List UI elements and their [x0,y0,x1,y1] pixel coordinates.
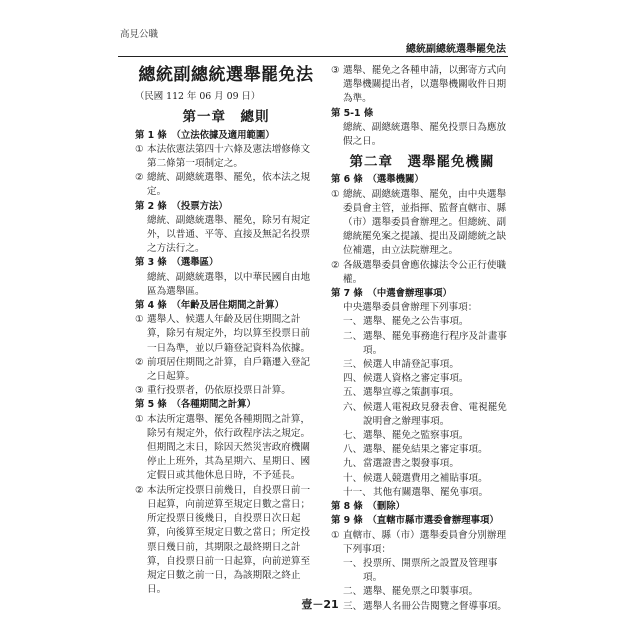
article-5-1-body: 總統、副總統選舉、罷免投票日為應放假之日。 [343,121,507,148]
article-3-body: 總統、副總統選舉，以中華民國自由地區為選舉區。 [147,271,311,297]
paragraph-marker: ① [135,143,144,155]
list-item-text: 投票所、開票所之設置及管理事項。 [363,557,498,584]
list-item-text: 候選人競選費用之補貼事項。 [363,472,488,484]
article-4-heading: 第 4 條 （年齡及居住期間之計算） [135,300,284,312]
paragraph-marker: ① [331,529,340,541]
list-item [343,315,513,329]
list-item [343,386,513,400]
list-item-text: 候選人申請登記事項。 [363,359,459,371]
list-item-text: 其他有關選舉、罷免事項。 [373,486,489,498]
header-publisher: 高見公職 [120,29,159,40]
law-title: 總統副總統選舉罷免法 [138,65,314,85]
header-rule [118,56,508,57]
list-item-text: 選舉人名冊公告閱覽之督導事項。 [363,600,507,612]
paragraph-text: 選舉人、候選人年齡及居住期間之計算，除另有規定外，均以算至投票日前一日為準，並以戶籍登記資料為依據。 [147,314,311,354]
list-item [343,472,513,486]
list-item-text: 候選人資格之審定事項。 [363,373,469,385]
list-item [343,557,513,585]
list-item-text: 選舉、罷免之監察事項。 [363,430,469,442]
article-4-paragraph-3 [135,384,317,398]
list-item [343,457,513,471]
paragraph-marker: ① [331,188,340,200]
paragraph-text: 總統、副總統選舉、罷免，依本法之規定。 [147,172,311,198]
article-4-paragraph-1 [135,313,317,356]
page-number: 壹－21 [301,598,339,611]
paragraph-marker: ② [135,356,144,368]
list-item-number: 三、 [343,359,363,371]
article-7-intro: 中央選舉委員會辦理下列事項： [343,302,478,314]
chapter-2-heading: 第二章 選舉罷免機關 [349,154,495,171]
list-item-number: 二、 [343,330,363,342]
list-item [343,429,513,443]
article-5-paragraph-1 [135,413,317,484]
paragraph-text: 本法所定投票日前幾日，自投票日前一日起算，向前逆算至規定日數之當日；所定投票日後幾日，自投票日次日起算，向後算至規定日數之當日；所定投票日幾日前，其期限之最終期日之計算，自投票日前一日起算，向前逆算至規定日數之前一日，為該期限之終止日。 [147,484,311,596]
article-3-heading: 第 3 條 （選舉區） [135,257,219,269]
right-column [331,64,513,614]
list-item-number: 十一、 [343,486,372,498]
article-5-heading: 第 5 條 （各種期間之計算） [135,399,256,411]
paragraph-marker: ① [135,314,144,326]
list-item-text: 選舉宣導之策劃事項。 [363,387,459,399]
list-item [343,443,513,457]
paragraph-marker: ② [135,172,144,184]
list-item-number: 一、 [343,557,363,569]
paragraph-text: 本法所定選舉、罷免各種期間之計算，除另有規定外，依行政程序法之規定。但期間之末日，除因天然災害政府機關停止上班外，其為星期六、星期日、國定假日或其他休息日時，不予延長。 [147,413,311,482]
paragraph-text: 前項居住期間之計算，自戶籍遷入登記之日起算。 [147,356,311,383]
article-7-list [331,315,513,500]
paragraph-text: 總統、副總統選舉、罷免，由中央選舉委員會主管，並指揮、監督直轄市、縣（市）選舉委員會辦理之。但總統、副總統罷免案之提議、提出及副總統之缺位補選，由立法院辦理之。 [343,188,507,257]
paragraph-text: 各級選舉委員會應依據法令公正行使職權。 [343,259,507,285]
header-running-title: 總統副總統選舉罷免法 [406,44,506,55]
left-column [135,64,317,597]
list-item-number: 六、 [343,401,363,413]
list-item-number: 五、 [343,387,363,399]
article-6-heading: 第 6 條 （選舉機關） [331,174,424,186]
paragraph-marker: ① [135,413,144,425]
list-item-text: 選舉、罷免之公告事項。 [363,316,469,328]
paragraph-marker: ③ [135,385,144,397]
chapter-1-heading: 第一章 總則 [182,109,270,126]
list-item-number: 三、 [343,600,363,612]
list-item-number: 一、 [343,316,363,328]
article-7-heading: 第 7 條 （中選會辦理事項） [331,288,452,300]
list-item-text: 選舉、罷免結果之審定事項。 [363,444,488,456]
paragraph-marker: ② [331,259,340,271]
list-item [343,401,513,429]
list-item-number: 七、 [343,430,363,442]
list-item [343,358,513,372]
list-item [343,486,513,500]
article-1-heading: 第 1 條 （立法依據及適用範圍） [135,129,275,141]
list-item-text: 當選證書之製發事項。 [363,458,459,470]
article-6-paragraph-2 [331,259,513,287]
paragraph-text: 選舉、罷免之各種申請，以郵寄方式向選舉機關提出者，以選舉機關收件日期為準。 [343,65,507,105]
paragraph-text: 直轄市、縣（市）選舉委員會分別辦理下列事項： [343,529,507,555]
article-8-heading: 第 8 條 （刪除） [331,501,405,513]
article-6-paragraph-1 [331,188,513,259]
list-item [343,372,513,386]
article-5-paragraph-2 [135,484,317,598]
list-item-text: 選舉、罷免事務進行程序及計畫事項。 [363,330,507,356]
paragraph-marker: ② [135,484,144,496]
list-item [343,330,513,358]
article-9-paragraph-1 [331,529,513,557]
article-5-paragraph-3 [331,64,513,107]
list-item-number: 十、 [343,472,363,484]
paragraph-text: 本法依憲法第四十六條及憲法增修條文第二條第一項制定之。 [147,143,311,170]
list-item-text: 選舉、罷免票之印製事項。 [363,586,479,598]
list-item-number: 九、 [343,458,363,470]
list-item-text: 候選人電視政見發表會、電視罷免說明會之辦理事項。 [363,401,507,427]
article-5-1-heading: 第 5-1 條 [331,107,374,119]
list-item-number: 八、 [343,444,363,456]
article-1-paragraph-2 [135,171,317,199]
paragraph-marker: ③ [331,65,340,76]
list-item-number: 二、 [343,586,363,598]
law-date: （民國 112 年 06 月 09 日） [135,91,261,103]
article-9-heading: 第 9 條 （直轄市縣市選委會辦理事項） [331,515,499,527]
article-2-body: 總統、副總統選舉、罷免，除另有規定外，以普通、平等、直接及無記名投票之方法行之。 [147,214,311,255]
list-item-number: 四、 [343,373,363,385]
article-2-heading: 第 2 條 （投票方法） [135,200,228,212]
paragraph-text: 重行投票者，仍依原投票日計算。 [147,385,291,397]
article-1-paragraph-1 [135,143,317,171]
article-4-paragraph-2 [135,356,317,384]
